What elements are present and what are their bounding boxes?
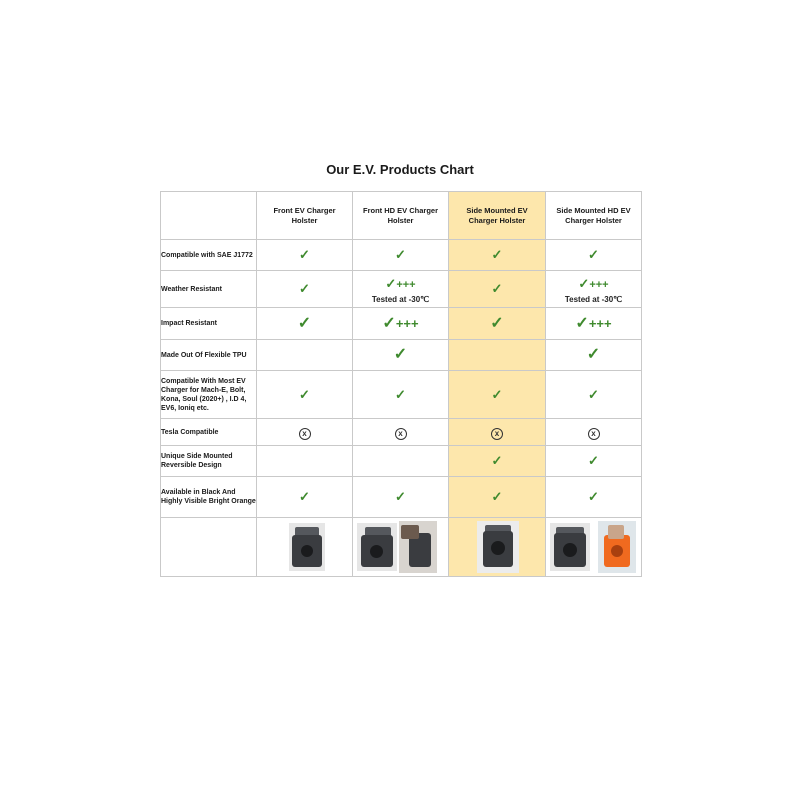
holster-photo [550,523,590,571]
table-row [161,419,642,446]
plus-marker: +++ [589,278,609,291]
plus-marker: +++ [395,315,419,331]
photo-row [161,518,642,577]
empty-cell [353,446,449,477]
table-row [161,271,642,308]
header-row [161,192,642,240]
check-icon: ✓ [491,386,503,402]
feature-label: Available in Black And Highly Visible Bright Orange [161,477,257,518]
empty-cell [257,446,353,477]
product-header: Side Mounted HD EV Charger Holster [546,192,642,240]
check-icon: ✓ [299,247,310,262]
x-circle-icon: x [588,428,600,440]
feature-label: Tesla Compatible [161,419,257,446]
table-row [161,240,642,271]
feature-label: Weather Resistant [161,271,257,308]
check-icon: ✓ [586,346,601,363]
check-icon: ✓ [395,386,406,402]
check-icon: ✓ [385,275,397,291]
feature-label: Compatible with SAE J1772 [161,240,257,271]
check-icon: ✓ [393,346,408,363]
holster-in-use-photo [399,521,437,573]
x-circle-icon: x [299,428,311,440]
table-row [161,446,642,477]
empty-cell [449,340,546,371]
check-icon: ✓ [490,314,504,332]
product-header: Front HD EV Charger Holster [353,192,449,240]
check-icon: ✓ [491,453,503,468]
feature-label: Compatible With Most EV Charger for Mach-E, Bolt, Kona, Soul (2020+) , I.D 4, EV6, Ioniq etc. [161,371,257,419]
check-icon: ✓ [575,314,589,332]
check-icon: ✓ [299,281,310,296]
check-icon: ✓ [491,489,503,504]
check-icon: ✓ [299,386,310,402]
product-photo-cell [257,518,353,577]
chart-title: Our E.V. Products Chart [326,162,474,177]
table-row [161,371,642,419]
feature-label: Impact Resistant [161,308,257,340]
plus-marker: +++ [588,315,612,331]
check-icon: ✓ [588,489,599,504]
check-icon: ✓ [395,489,406,504]
feature-label: Unique Side Mounted Reversible Design [161,446,257,477]
empty-cell [161,518,257,577]
check-icon: ✓ [299,489,310,504]
product-header: Front EV Charger Holster [257,192,353,240]
product-photo-cell [353,518,449,577]
holster-photo [289,523,325,571]
test-note: Tested at -30℃ [371,294,430,304]
plus-marker: +++ [396,278,416,291]
product-photo-cell [449,518,546,577]
holster-photo [477,521,519,573]
product-photo-cell [546,518,642,577]
x-circle-icon: x [491,428,503,440]
check-icon: ✓ [382,314,396,332]
feature-label: Made Out Of Flexible TPU [161,340,257,371]
orange-holster-photo [598,521,636,573]
check-icon: ✓ [395,247,406,262]
table-row [161,340,642,371]
empty-cell [257,340,353,371]
product-header-highlighted: Side Mounted EV Charger Holster [449,192,546,240]
products-comparison-table [160,191,642,577]
check-icon: ✓ [578,275,590,291]
test-note: Tested at -30℃ [564,294,623,304]
check-icon: ✓ [588,247,599,262]
check-icon: ✓ [588,386,599,402]
table-row [161,308,642,340]
check-icon: ✓ [297,314,312,332]
x-circle-icon: x [395,428,407,440]
check-icon: ✓ [491,281,503,296]
table-row [161,477,642,518]
check-icon: ✓ [588,453,599,468]
check-icon: ✓ [491,247,503,262]
holster-photo [357,523,397,571]
corner-cell [161,192,257,240]
